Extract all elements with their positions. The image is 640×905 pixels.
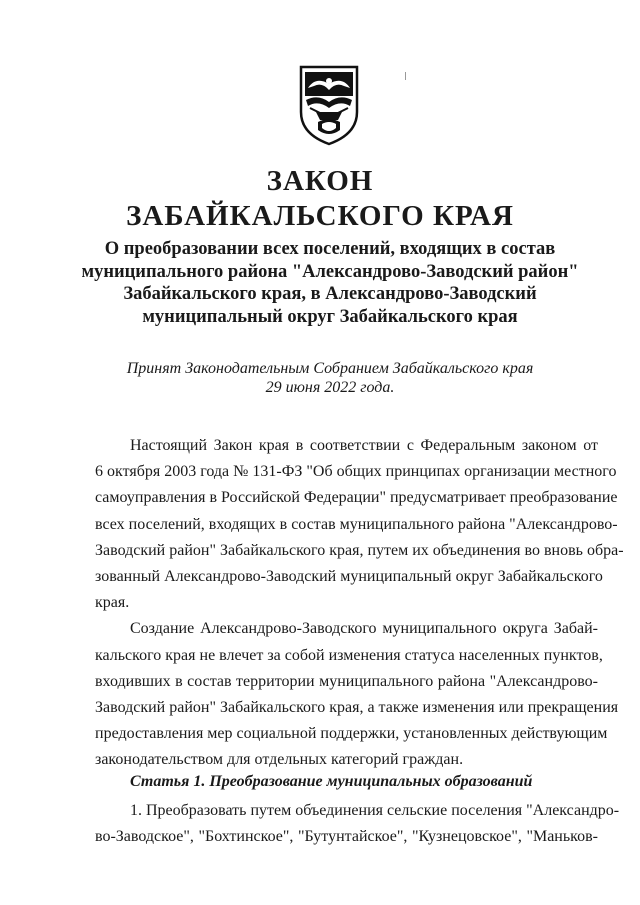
- text-line: 6 октября 2003 года № 131-ФЗ "Об общих принципах организации местного: [95, 463, 617, 481]
- text-line: кальского края не влечет за собой изменения статуса населенных пунктов,: [95, 646, 603, 664]
- preamble: [95, 433, 624, 774]
- adoption-date: 29 июня 2022 года.: [265, 379, 395, 396]
- subtitle-line: Забайкальского края, в Александрово-Заводский: [123, 284, 537, 304]
- text-line: во-Заводское", "Бохтинское", "Бутунтайское", "Кузнецовское", "Маньков-: [95, 828, 598, 846]
- law-region-title: ЗАБАЙКАЛЬСКОГО КРАЯ: [126, 200, 514, 232]
- text-line: законодательством для отдельных категорий граждан.: [95, 751, 464, 769]
- text-line: предоставления мер социальной поддержки, установленных действующим: [95, 725, 608, 743]
- scan-mark: [405, 72, 406, 80]
- subtitle-line: муниципального района "Александрово-Заводский район": [81, 261, 579, 282]
- text-line: зованный Александрово-Заводский муниципальный округ Забайкальского: [95, 568, 603, 586]
- text-line: самоуправления в Российской Федерации" предусматривает преобразование: [95, 489, 618, 507]
- text-line: 1. Преобразовать путем объединения сельские поселения "Александро-: [130, 802, 620, 819]
- law-subtitle: [60, 238, 600, 328]
- law-title: ЗАКОН: [266, 165, 374, 197]
- text-line: края.: [95, 594, 130, 612]
- adoption-line: Принят Законодательным Собранием Забайкальского края: [126, 360, 534, 377]
- coat-of-arms-icon: [298, 64, 360, 146]
- subtitle-line: О преобразовании всех поселений, входящих в состав: [104, 239, 556, 259]
- subtitle-line: муниципальный округ Забайкальского края: [142, 306, 518, 327]
- article-heading: Статья 1. Преобразование муниципальных образований: [130, 773, 533, 790]
- text-line: Создание Александрово-Заводского муниципального округа Забай-: [130, 620, 598, 638]
- text-line: Настоящий Закон края в соответствии с Федеральным законом от: [130, 437, 598, 454]
- text-line: Заводский район" Забайкальского края, путем их объединения во вновь обра-: [95, 541, 624, 559]
- text-line: Заводский район" Забайкальского края, а также изменения или прекращения: [95, 699, 619, 717]
- text-line: всех поселений, входящих в состав муниципального района "Александрово-: [95, 515, 618, 533]
- adoption-note: [60, 359, 600, 397]
- text-line: входивших в состав территории муниципального района "Александрово-: [95, 672, 598, 690]
- article-body: [95, 798, 620, 850]
